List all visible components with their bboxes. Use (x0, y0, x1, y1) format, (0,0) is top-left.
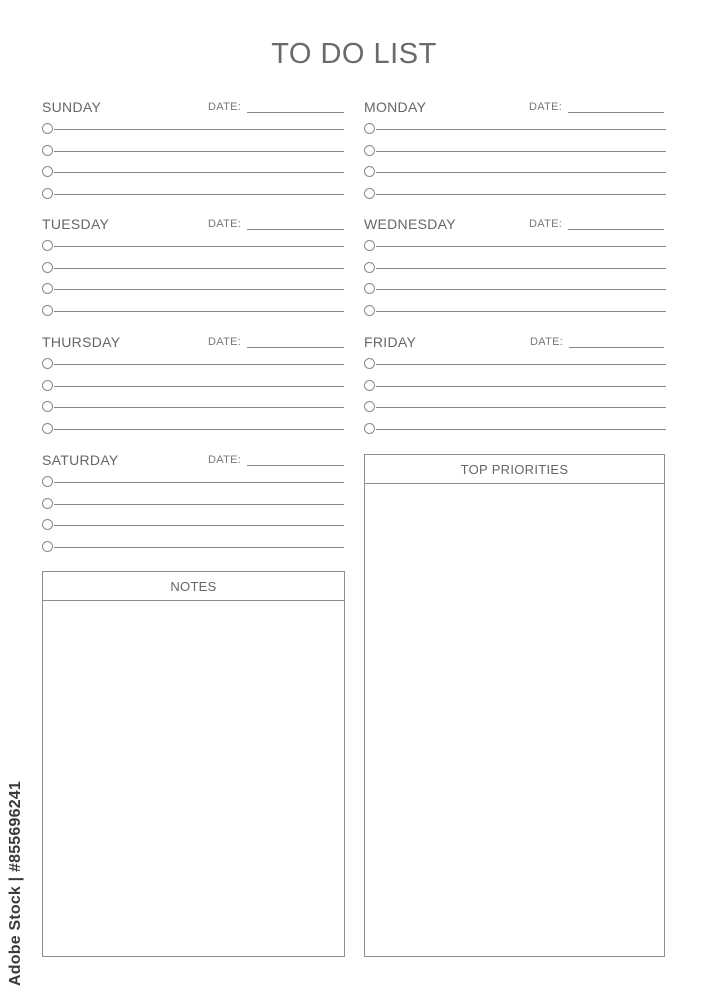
date-field[interactable] (569, 347, 664, 348)
task-item[interactable] (42, 238, 344, 260)
day-saturday (42, 452, 344, 561)
day-name: MONDAY (364, 99, 427, 115)
task-item[interactable] (364, 121, 666, 143)
checkbox-icon[interactable] (364, 283, 375, 294)
top-priorities-box[interactable] (364, 454, 665, 957)
task-item[interactable] (42, 121, 344, 143)
day-name: TUESDAY (42, 216, 110, 232)
task-line[interactable] (54, 289, 344, 290)
task-line[interactable] (54, 386, 344, 387)
checkbox-icon[interactable] (42, 283, 53, 294)
day-friday (364, 334, 666, 443)
day-wednesday (364, 216, 666, 325)
day-tuesday (42, 216, 344, 325)
task-item[interactable] (364, 421, 666, 443)
task-item[interactable] (42, 517, 344, 539)
checkbox-icon[interactable] (42, 401, 53, 412)
day-sunday (42, 99, 344, 208)
task-line[interactable] (376, 194, 666, 195)
date-field[interactable] (247, 112, 344, 113)
notes-box[interactable] (42, 571, 345, 957)
checkbox-icon[interactable] (364, 123, 375, 134)
checkbox-icon[interactable] (42, 380, 53, 391)
task-item[interactable] (42, 260, 344, 282)
date-label: DATE: (208, 101, 242, 113)
checkbox-icon[interactable] (42, 476, 53, 487)
date-label: DATE: (529, 218, 563, 230)
checkbox-icon[interactable] (42, 188, 53, 199)
page-title: TO DO LIST (271, 38, 437, 70)
checkbox-icon[interactable] (364, 305, 375, 316)
task-line[interactable] (54, 547, 344, 548)
checkbox-icon[interactable] (364, 358, 375, 369)
task-line[interactable] (54, 172, 344, 173)
task-line[interactable] (54, 129, 344, 130)
task-item[interactable] (42, 281, 344, 303)
task-line[interactable] (54, 364, 344, 365)
top-priorities-heading: TOP PRIORITIES (365, 455, 664, 484)
task-line[interactable] (54, 268, 344, 269)
task-item[interactable] (364, 164, 666, 186)
date-field[interactable] (247, 229, 344, 230)
task-item[interactable] (42, 303, 344, 325)
task-item[interactable] (364, 143, 666, 165)
task-line[interactable] (376, 386, 666, 387)
task-line[interactable] (54, 246, 344, 247)
task-item[interactable] (42, 356, 344, 378)
day-name: THURSDAY (42, 334, 121, 350)
checkbox-icon[interactable] (42, 123, 53, 134)
task-line[interactable] (376, 429, 666, 430)
checkbox-icon[interactable] (42, 541, 53, 552)
checkbox-icon[interactable] (42, 305, 53, 316)
task-line[interactable] (376, 172, 666, 173)
date-label: DATE: (529, 101, 563, 113)
task-line[interactable] (376, 151, 666, 152)
day-name: SUNDAY (42, 99, 102, 115)
checkbox-icon[interactable] (364, 240, 375, 251)
day-name: SATURDAY (42, 452, 119, 468)
checkbox-icon[interactable] (364, 401, 375, 412)
checkbox-icon[interactable] (364, 262, 375, 273)
task-item[interactable] (364, 186, 666, 208)
task-line[interactable] (54, 525, 344, 526)
checkbox-icon[interactable] (42, 262, 53, 273)
task-line[interactable] (376, 246, 666, 247)
task-line[interactable] (54, 482, 344, 483)
task-line[interactable] (54, 311, 344, 312)
task-item[interactable] (42, 474, 344, 496)
day-monday (364, 99, 666, 208)
checkbox-icon[interactable] (42, 240, 53, 251)
task-item[interactable] (42, 421, 344, 443)
task-line[interactable] (54, 504, 344, 505)
task-line[interactable] (376, 311, 666, 312)
checkbox-icon[interactable] (42, 519, 53, 530)
date-label: DATE: (208, 336, 242, 348)
checkbox-icon[interactable] (42, 423, 53, 434)
date-label: DATE: (208, 218, 242, 230)
task-line[interactable] (376, 129, 666, 130)
date-field[interactable] (568, 229, 664, 230)
task-line[interactable] (54, 151, 344, 152)
task-line[interactable] (376, 268, 666, 269)
checkbox-icon[interactable] (42, 145, 53, 156)
task-item[interactable] (42, 378, 344, 400)
checkbox-icon[interactable] (364, 188, 375, 199)
task-item[interactable] (364, 356, 666, 378)
task-line[interactable] (54, 429, 344, 430)
checkbox-icon[interactable] (42, 358, 53, 369)
checkbox-icon[interactable] (42, 498, 53, 509)
checkbox-icon[interactable] (42, 166, 53, 177)
notes-heading: NOTES (43, 572, 344, 601)
checkbox-icon[interactable] (364, 166, 375, 177)
task-item[interactable] (42, 186, 344, 208)
task-item[interactable] (364, 399, 666, 421)
task-line[interactable] (376, 289, 666, 290)
task-item[interactable] (42, 399, 344, 421)
day-name: FRIDAY (364, 334, 417, 350)
task-item[interactable] (364, 260, 666, 282)
date-label: DATE: (208, 454, 242, 466)
day-name: WEDNESDAY (364, 216, 456, 232)
stock-watermark: Adobe Stock | #855696241 (7, 781, 24, 986)
date-field[interactable] (247, 347, 344, 348)
checkbox-icon[interactable] (364, 145, 375, 156)
task-item[interactable] (364, 281, 666, 303)
task-item[interactable] (364, 303, 666, 325)
task-line[interactable] (54, 194, 344, 195)
task-line[interactable] (54, 407, 344, 408)
task-line[interactable] (376, 407, 666, 408)
checkbox-icon[interactable] (364, 380, 375, 391)
checkbox-icon[interactable] (364, 423, 375, 434)
task-item[interactable] (42, 539, 344, 561)
date-field[interactable] (247, 465, 344, 466)
date-field[interactable] (568, 112, 664, 113)
task-item[interactable] (42, 164, 344, 186)
task-line[interactable] (376, 364, 666, 365)
task-item[interactable] (364, 378, 666, 400)
day-thursday (42, 334, 344, 443)
date-label: DATE: (530, 336, 564, 348)
task-item[interactable] (364, 238, 666, 260)
task-item[interactable] (42, 496, 344, 518)
task-item[interactable] (42, 143, 344, 165)
